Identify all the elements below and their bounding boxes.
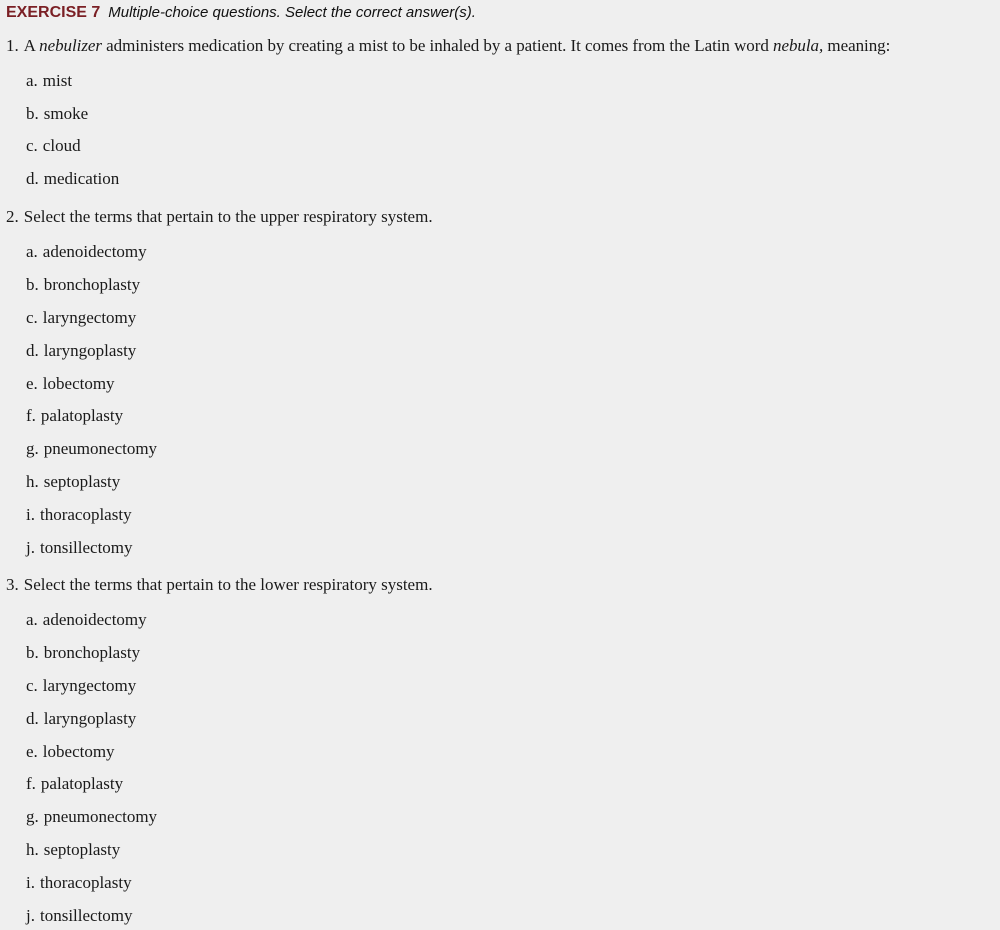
question-3 xyxy=(6,574,433,596)
option-text: tonsillectomy xyxy=(39,538,133,557)
option-text: palatoplasty xyxy=(40,774,124,793)
option-letter: c. xyxy=(26,676,38,695)
question-text: Select the terms that pertain to the upper respiratory system. xyxy=(23,207,433,226)
option-q2-j[interactable] xyxy=(26,537,133,559)
option-letter: d. xyxy=(26,169,39,188)
option-q3-b[interactable] xyxy=(26,642,140,664)
option-text: mist xyxy=(42,71,73,90)
option-text: bronchoplasty xyxy=(43,275,141,294)
question-1 xyxy=(6,35,890,57)
option-q3-e[interactable] xyxy=(26,741,115,763)
question-text: Select the terms that pertain to the lower respiratory system. xyxy=(23,575,433,594)
option-q3-f[interactable] xyxy=(26,773,123,795)
option-letter: j. xyxy=(26,538,35,557)
option-text: palatoplasty xyxy=(40,406,124,425)
option-q2-c[interactable] xyxy=(26,307,136,329)
option-text: lobectomy xyxy=(42,374,115,393)
option-q2-a[interactable] xyxy=(26,241,147,263)
option-q3-c[interactable] xyxy=(26,675,136,697)
option-q3-d[interactable] xyxy=(26,708,136,730)
question-2 xyxy=(6,206,433,228)
option-letter: g. xyxy=(26,439,39,458)
option-letter: g. xyxy=(26,807,39,826)
option-q3-i[interactable] xyxy=(26,872,132,894)
option-letter: i. xyxy=(26,873,35,892)
option-letter: i. xyxy=(26,505,35,524)
option-letter: e. xyxy=(26,742,38,761)
option-q1-c[interactable] xyxy=(26,135,81,157)
question-number: 1. xyxy=(6,36,19,55)
option-text: laryngoplasty xyxy=(43,341,137,360)
option-text: pneumonectomy xyxy=(43,807,158,826)
option-letter: j. xyxy=(26,906,35,925)
option-q2-h[interactable] xyxy=(26,471,120,493)
option-q3-j[interactable] xyxy=(26,905,133,927)
question-term: nebulizer xyxy=(39,36,102,55)
option-q3-a[interactable] xyxy=(26,609,147,631)
exercise-header xyxy=(6,2,476,24)
option-q2-d[interactable] xyxy=(26,340,136,362)
option-text: laryngoplasty xyxy=(43,709,137,728)
option-text: laryngectomy xyxy=(42,308,137,327)
exercise-label: EXERCISE 7 xyxy=(6,4,101,21)
option-text: septoplasty xyxy=(43,472,121,491)
option-letter: a. xyxy=(26,242,38,261)
option-text: cloud xyxy=(42,136,81,155)
option-text: adenoidectomy xyxy=(42,610,147,629)
option-q2-i[interactable] xyxy=(26,504,132,526)
question-text: administers medication by creating a mist to be inhaled by a patient. It comes from the Latin word xyxy=(101,36,774,55)
option-q1-b[interactable] xyxy=(26,103,88,125)
option-text: adenoidectomy xyxy=(42,242,147,261)
question-term: nebula, xyxy=(773,36,824,55)
option-text: pneumonectomy xyxy=(43,439,158,458)
option-letter: a. xyxy=(26,610,38,629)
option-q2-e[interactable] xyxy=(26,373,115,395)
question-number: 3. xyxy=(6,575,19,594)
option-letter: b. xyxy=(26,643,39,662)
option-q2-f[interactable] xyxy=(26,405,123,427)
option-letter: c. xyxy=(26,136,38,155)
option-letter: d. xyxy=(26,341,39,360)
question-text: A xyxy=(23,36,40,55)
exercise-instruction: Multiple-choice questions. Select the correct answer(s). xyxy=(108,4,476,21)
option-letter: d. xyxy=(26,709,39,728)
option-text: laryngectomy xyxy=(42,676,137,695)
option-letter: b. xyxy=(26,275,39,294)
option-letter: a. xyxy=(26,71,38,90)
option-q3-h[interactable] xyxy=(26,839,120,861)
option-text: thoracoplasty xyxy=(39,873,132,892)
option-q3-g[interactable] xyxy=(26,806,157,828)
option-q1-a[interactable] xyxy=(26,70,72,92)
option-text: septoplasty xyxy=(43,840,121,859)
question-number: 2. xyxy=(6,207,19,226)
option-letter: h. xyxy=(26,472,39,491)
option-text: medication xyxy=(43,169,120,188)
option-letter: b. xyxy=(26,104,39,123)
option-text: bronchoplasty xyxy=(43,643,141,662)
option-letter: f. xyxy=(26,774,36,793)
option-letter: c. xyxy=(26,308,38,327)
option-letter: f. xyxy=(26,406,36,425)
question-text: meaning: xyxy=(823,36,891,55)
option-text: tonsillectomy xyxy=(39,906,133,925)
option-q1-d[interactable] xyxy=(26,168,119,190)
option-letter: h. xyxy=(26,840,39,859)
option-text: thoracoplasty xyxy=(39,505,132,524)
option-letter: e. xyxy=(26,374,38,393)
option-text: lobectomy xyxy=(42,742,115,761)
option-text: smoke xyxy=(43,104,89,123)
option-q2-b[interactable] xyxy=(26,274,140,296)
option-q2-g[interactable] xyxy=(26,438,157,460)
